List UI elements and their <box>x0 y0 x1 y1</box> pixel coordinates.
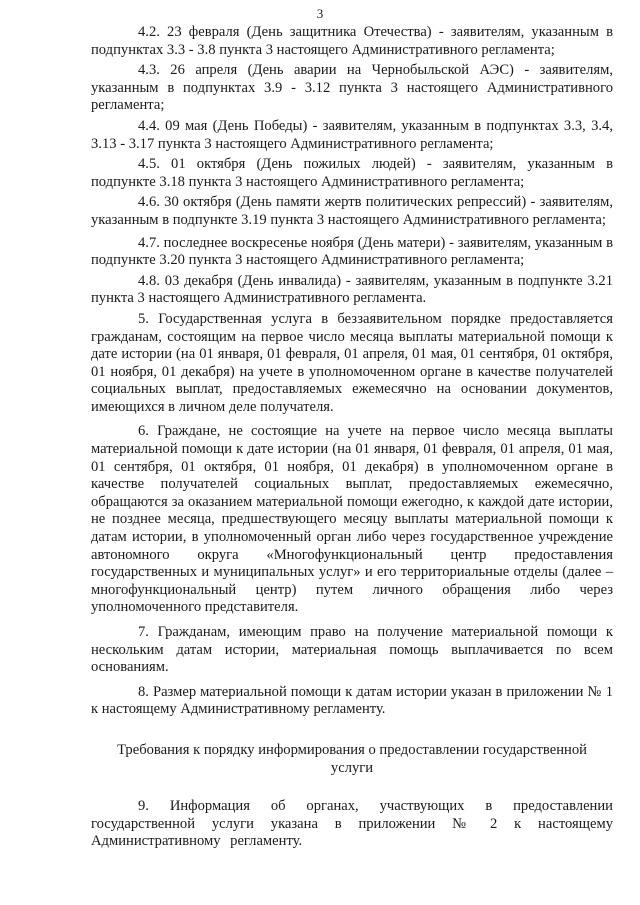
paragraph-4-6: 4.6. 30 октября (День памяти жертв политических репрессий) - заявителям, указанным в подпункте 3.19 пункта 3 настоящего Административного регламента; <box>91 194 613 228</box>
paragraph-8: 8. Размер материальной помощи к датам истории указан в приложении № 1 к настоящему Административному регламенту. <box>91 683 613 718</box>
paragraph-4-2: 4.2. 23 февраля (День защитника Отечества) - заявителям, указанным в подпунктах 3.3 - 3.8 пункта 3 настоящего Административного регламента; <box>91 24 613 58</box>
paragraph-5: 5. Государственная услуга в беззаявительном порядке предоставляется гражданам, состоящим на первое число месяца выплаты материальной помощи к дате истории (на 01 января, 01 февраля, 01 апреля, 01 мая, 01 сентября, 01 октября, 01 ноября, 01 декабря) на учете в уполномоченном органе в качестве получателей социальных выплат, предоставляемых ежемесячно на основании документов, имеющихся в личном деле получателя. <box>91 310 613 415</box>
paragraph-4-3: 4.3. 26 апреля (День аварии на Чернобыльской АЭС) - заявителям, указанным в подпунктах 3.9 - 3.12 пункта 3 настоящего Административного регламента; <box>91 62 613 114</box>
section-heading: Требования к порядку информирования о предоставлении государственной услуги <box>117 741 587 776</box>
paragraph-7: 7. Гражданам, имеющим право на получение материальной помощи к нескольким датам истории, материальная помощь выплачивается по всем основаниям. <box>91 624 613 676</box>
paragraph-4-8: 4.8. 03 декабря (День инвалида) - заявителям, указанным в подпункте 3.21 пункта 3 настоящего Административного регламента. <box>91 272 613 307</box>
document-body <box>91 24 613 851</box>
paragraph-9: 9. Информация об органах, участвующих в предоставлении государственной услуги указана в приложении № 2 к настоящему Административному регламенту. <box>91 798 613 850</box>
paragraph-4-4: 4.4. 09 мая (День Победы) - заявителям, указанным в подпунктах 3.3, 3.4, 3.13 - 3.17 пункта 3 настоящего Административного регламента; <box>91 117 613 152</box>
paragraph-4-5: 4.5. 01 октября (День пожилых людей) - заявителям, указанным в подпункте 3.18 пункта 3 настоящего Административного регламента; <box>91 156 613 190</box>
paragraph-6: 6. Граждане, не состоящие на учете на первое число месяца выплаты материальной помощи к дате истории (на 01 января, 01 февраля, 01 апреля, 01 мая, 01 сентября, 01 октября, 01 ноября, 01 декабря) в уполномоченном органе в качестве получателей социальных выплат, предоставляемых ежемесячно, обращаются за оказанием материальной помощи ежегодно, к каждой дате истории, не позднее месяца, предшествующего месяцу выплаты материальной помощи к датам истории, в уполномоченный орган либо через государственное учреждение автономного округа «Многофункциональный центр предоставления государственных и муниципальных услуг» и его территориальные отделы (далее – многофункциональный центр) путем личного обращения либо через уполномоченного представителя. <box>91 423 613 616</box>
paragraph-4-7: 4.7. последнее воскресенье ноября (День матери) - заявителям, указанным в подпункте 3.20 пункта 3 настоящего Административного регламента; <box>91 234 613 269</box>
page-number: 3 <box>316 6 324 21</box>
